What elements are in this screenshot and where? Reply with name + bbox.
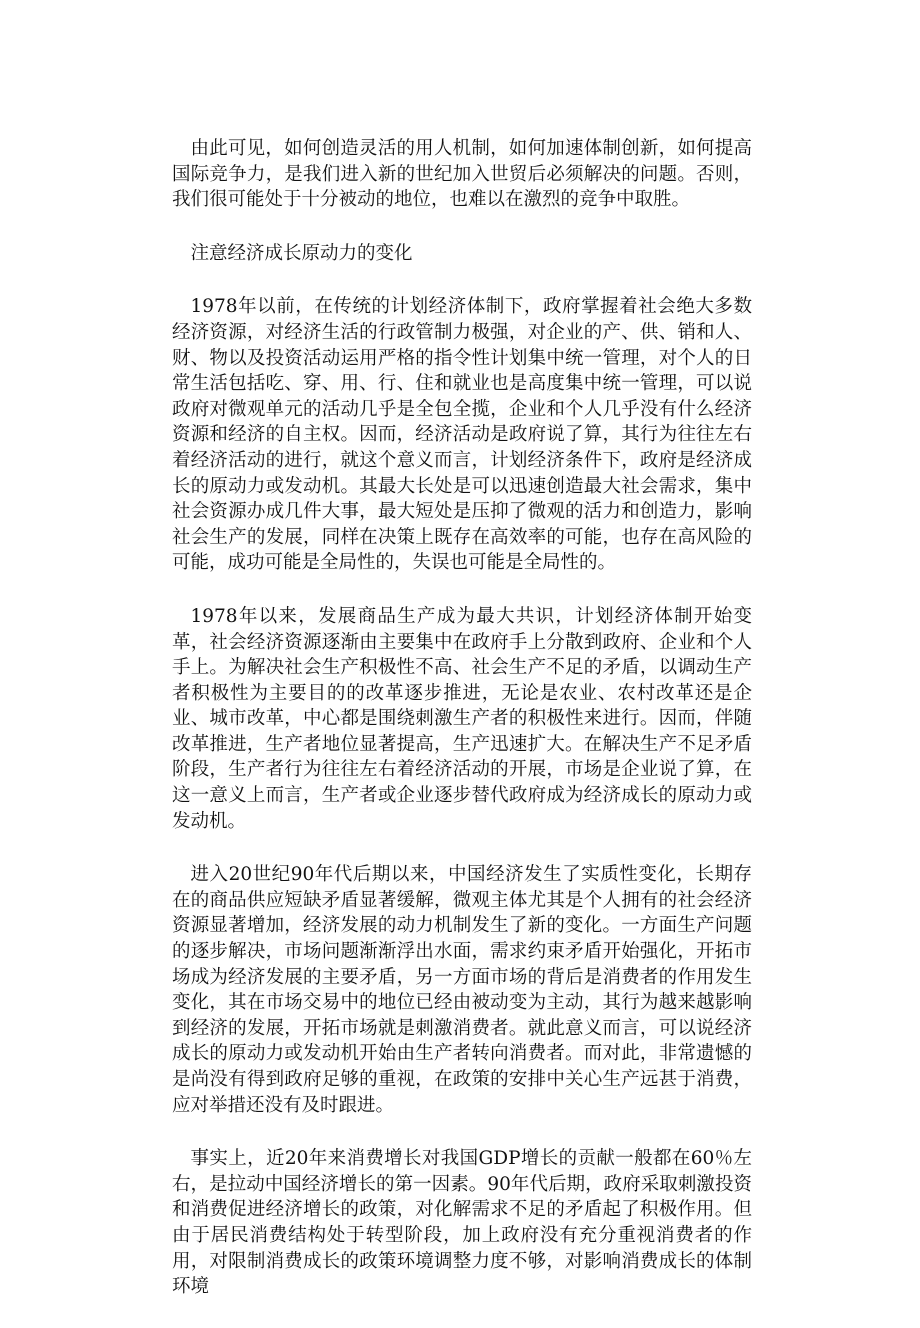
- section-heading: 注意经济成长原动力的变化: [190, 242, 413, 264]
- paragraph: 1978年以前，在传统的计划经济体制下，政府掌握着社会绝大多数经济资源，对经济生活的行政管制力极强，对企业的产、供、销和人、财、物以及投资活动运用严格的指令性计划集中统一管理，对个人的日常生活包括吃、穿、用、行、住和就业也是高度集中统一管理，可以说政府对微观单元的活动几乎是全包全揽，企业和个人几乎没有什么经济资源和经济的自主权。因而，经济活动是政府说了算，其行为往往左右着经济活动的进行，就这个意义而言，计划经济条件下，政府是经济成长的原动力或发动机。其最大长处是可以迅速创造最大社会需求，集中社会资源办成几件大事，最大短处是压抑了微观的活力和创造力，影响社会生产的发展，同样在决策上既存在高效率的可能，也存在高风险的可能，成功可能是全局性的，失误也可能是全局性的。: [172, 296, 752, 574]
- document-body: [172, 136, 752, 1328]
- paragraph: 由此可见，如何创造灵活的用人机制，如何加速体制创新，如何提高国际竞争力，是我们进入新的世纪加入世贸后必须解决的问题。否则，我们很可能处于十分被动的地位，也难以在激烈的竞争中取胜。: [172, 138, 752, 211]
- paragraph: 进入20世纪90年代后期以来，中国经济发生了实质性变化，长期存在的商品供应短缺矛盾显著缓解，微观主体尤其是个人拥有的社会经济资源显著增加，经济发展的动力机制发生了新的变化。一方面生产问题的逐步解决，市场问题渐渐浮出水面，需求约束矛盾开始强化，开拓市场成为经济发展的主要矛盾，另一方面市场的背后是消费者的作用发生变化，其在市场交易中的地位已经由被动变为主动，其行为越来越影响到经济的发展，开拓市场就是刺激消费者。就此意义而言，可以说经济成长的原动力或发动机开始由生产者转向消费者。而对此，非常遗憾的是尚没有得到政府足够的重视，在政策的安排中关心生产远甚于消费，应对举措还没有及时跟进。: [172, 864, 752, 1116]
- paragraph: 事实上，近20年来消费增长对我国GDP增长的贡献一般都在60％左右，是拉动中国经济增长的第一因素。90年代后期，政府采取刺激投资和消费促进经济增长的政策，对化解需求不足的矛盾起了积极作用。但由于居民消费结构处于转型阶段，加上政府没有充分重视消费者的作用，对限制消费成长的政策环境调整力度不够，对影响消费成长的体制环境: [172, 1148, 752, 1298]
- paragraph: 1978年以来，发展商品生产成为最大共识，计划经济体制开始变革，社会经济资源逐渐由主要集中在政府手上分散到政府、企业和个人手上。为解决社会生产积极性不高、社会生产不足的矛盾，以调动生产者积极性为主要目的的改革逐步推进，无论是农业、农村改革还是企业、城市改革，中心都是围绕刺激生产者的积极性来进行。因而，伴随改革推进，生产者地位显著提高，生产迅速扩大。在解决生产不足矛盾阶段，生产者行为往往左右着经济活动的开展，市场是企业说了算，在这一意义上而言，生产者或企业逐步替代政府成为经济成长的原动力或发动机。: [172, 605, 752, 832]
